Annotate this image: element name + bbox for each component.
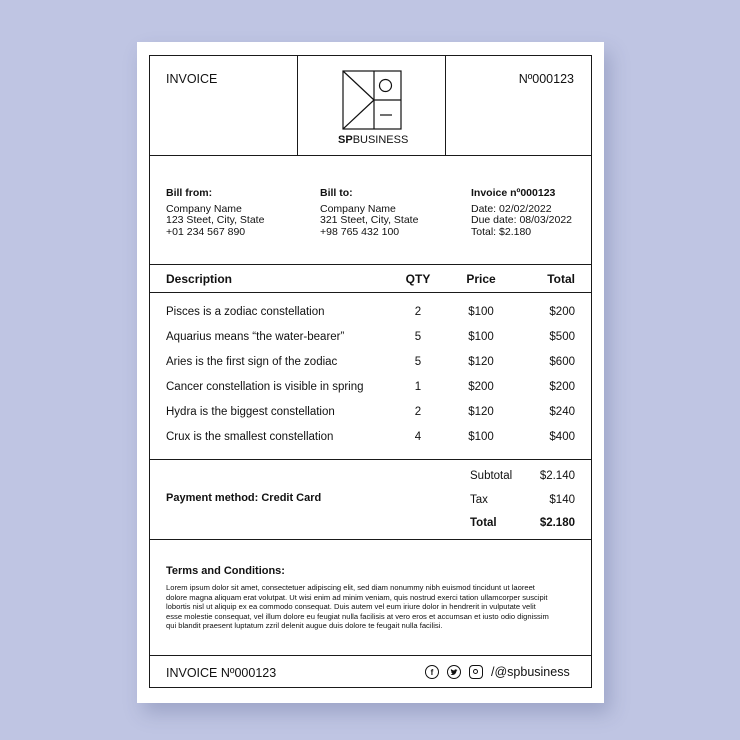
table-header-bottom-line: [150, 292, 591, 293]
table-row-5-description: Hydra is the biggest constellation: [166, 406, 335, 418]
terms-line-4: esse molestie consequat, vel illum dolore eu feugiat nulla facilisis at vero eros et accumsan et iusto odio dignissim: [166, 611, 549, 621]
facebook-icon[interactable]: f: [425, 665, 439, 679]
table-row-4-price: $200: [468, 381, 494, 393]
bill-from-address: 123 Steet, City, State: [166, 214, 265, 226]
logo-text: [338, 134, 408, 146]
social-handle[interactable]: /@spbusiness: [491, 665, 570, 679]
column-header-price: Price: [466, 272, 496, 286]
bill-to-address: 321 Steet, City, State: [320, 214, 419, 226]
invoice-frame: [149, 55, 592, 688]
table-row-5-price: $120: [468, 406, 494, 418]
twitter-icon[interactable]: [447, 665, 461, 679]
table-row-3-qty: 5: [414, 356, 422, 368]
terms-heading: Terms and Conditions:: [166, 565, 285, 577]
invoice-title: INVOICE: [166, 72, 218, 86]
terms-body: [166, 583, 580, 631]
bill-to-heading: Bill to:: [320, 187, 353, 199]
invoice-date: Date: 02/02/2022: [471, 202, 552, 215]
bill-from-company: Company Name: [166, 202, 242, 215]
footer-top-line: [150, 655, 591, 656]
column-header-total: Total: [547, 272, 575, 286]
bill-from-heading: Bill from:: [166, 187, 213, 199]
bill-from-phone: +01 234 567 890: [166, 225, 246, 238]
invoice-info-heading: Invoice nº000123: [471, 187, 556, 199]
table-row-3-total: $600: [549, 356, 575, 368]
header-bottom-line: [150, 155, 591, 156]
table-row-2-total: $500: [549, 331, 575, 343]
terms-line-5: qui blandit praesent luptatum zzril delenit augue duis dolore te feugait nulla facilisi.: [166, 621, 443, 630]
table-row-6-total: $400: [549, 431, 575, 443]
instagram-icon[interactable]: [469, 665, 483, 679]
twitter-bird-icon: [450, 669, 458, 676]
invoice-number: Nº000123: [518, 72, 574, 86]
invoice-paper: [137, 42, 604, 703]
bill-to-company: Company Name: [320, 202, 396, 215]
summary-top-line: [150, 459, 591, 460]
table-row-5-qty: 2: [414, 406, 422, 418]
table-row-1-price: $100: [468, 306, 494, 318]
column-header-description: Description: [166, 272, 233, 286]
table-row-1-total: $200: [549, 306, 575, 318]
bill-to-block: [320, 188, 418, 238]
logo-text-bold: SP: [338, 134, 353, 146]
table-row-5-total: $240: [549, 406, 575, 418]
table-row-3-description: Aries is the first sign of the zodiac: [166, 356, 338, 368]
table-row-4-total: $200: [549, 381, 575, 393]
tax-label: Tax: [470, 494, 488, 506]
footer-invoice-number: INVOICE Nº000123: [166, 666, 277, 680]
bill-from-block: [166, 188, 264, 238]
table-row-6-description: Crux is the smallest constellation: [166, 431, 334, 443]
table-row-2-description: Aquarius means “the water-bearer”: [166, 331, 345, 343]
table-row-6-price: $100: [468, 431, 494, 443]
table-row-3-price: $120: [468, 356, 494, 368]
logo-text-regular: BUSINESS: [352, 134, 409, 146]
total-value: $2.180: [539, 517, 575, 529]
subtotal-value: $2.140: [539, 470, 575, 482]
table-row-6-qty: 4: [414, 431, 422, 443]
total-label: Total: [470, 517, 497, 529]
terms-line-2: dolore magna aliquam erat volutpat. Ut wisi enim ad minim veniam, quis nostrud exerci tation ullamcorper suscipit: [166, 592, 548, 602]
terms-line-1: Lorem ipsum dolor sit amet, consectetuer adipiscing elit, sed diam nonummy nibh euismod tincidunt ut laoreet: [166, 583, 535, 592]
logo-mark: [342, 70, 402, 130]
table-row-2-qty: 5: [414, 331, 422, 343]
column-header-qty: QTY: [405, 272, 431, 286]
header-divider-left: [297, 56, 298, 155]
logo-icon: [342, 70, 402, 130]
table-row-1-description: Pisces is a zodiac constellation: [166, 306, 325, 318]
invoice-info-block: [471, 188, 572, 238]
instagram-lens-icon: [473, 669, 478, 674]
invoice-due-date: Due date: 08/03/2022: [471, 214, 573, 226]
payment-method: Payment method: Credit Card: [166, 492, 322, 504]
table-row-2-price: $100: [468, 331, 494, 343]
table-row-4-qty: 1: [414, 381, 422, 393]
footer-social: [425, 665, 570, 679]
table-row-1-qty: 2: [414, 306, 422, 318]
terms-line-3: lobortis nisl ut aliquip ex ea commodo consequat. Duis autem vel eum iriure dolor in hendrerit in vulputate velit: [166, 602, 536, 611]
subtotal-label: Subtotal: [470, 470, 513, 482]
invoice-total: Total: $2.180: [471, 225, 532, 238]
terms-top-line: [150, 539, 591, 540]
table-top-line: [150, 264, 591, 265]
bill-to-phone: +98 765 432 100: [320, 225, 400, 238]
tax-value: $140: [549, 494, 575, 506]
header-divider-right: [445, 56, 446, 155]
table-row-4-description: Cancer constellation is visible in spring: [166, 381, 364, 393]
